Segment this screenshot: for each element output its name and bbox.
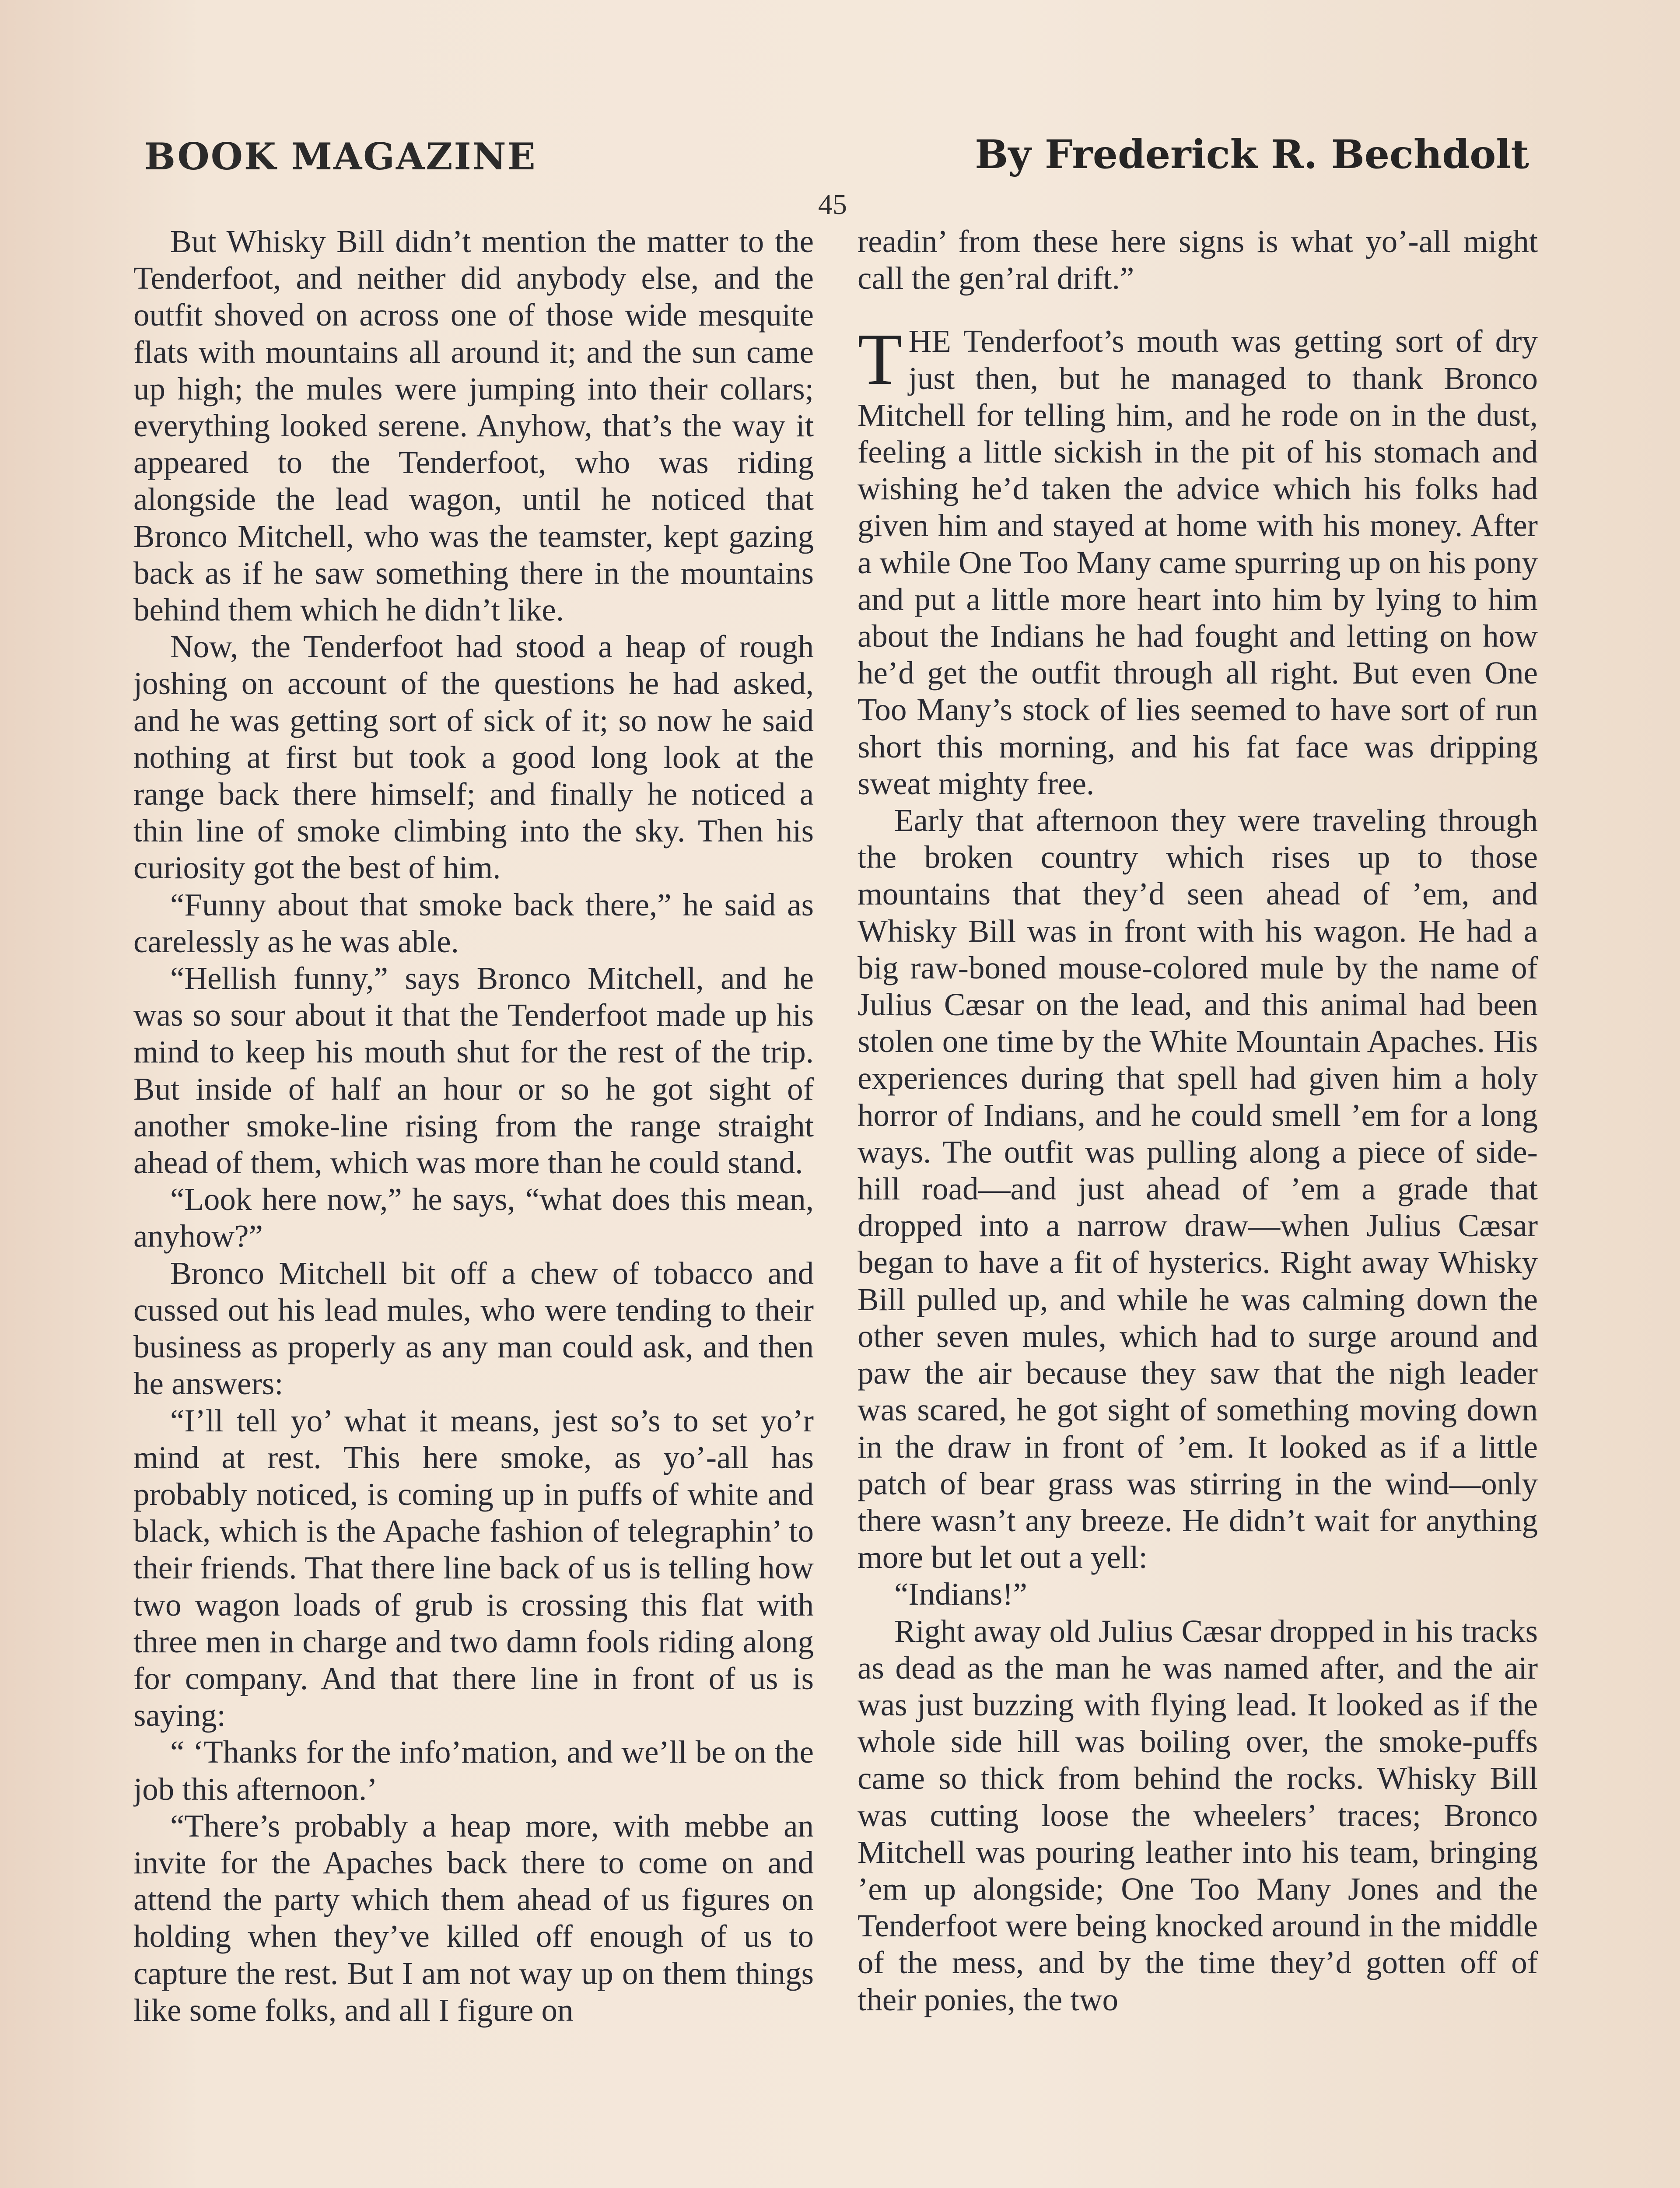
dropcap-paragraph-text: HE Tenderfoot’s mouth was getting sort of dry just then, but he managed to thank Bronco Mitchell for telling him, and he rode on in the dust, feeling a little sickish in the pit of his stomach and wishing he’d taken the advice which his folks had given him and stayed at home with his money. After a while One Too Many came spurring up on his pony and put a little more heart into him by lying to him about the Indians he had fought and letting on how he’d get the outfit through all right. But even One Too Many’s stock of lies seemed to have sort of run short this morning, and his fat face was dripping sweat mighty free. [858,323,1538,801]
paragraph: “There’s probably a heap more, with mebbe an invite for the Apaches back there to come on and attend the party which them ahead of us figures on holding when they’ve killed off enough of us to capture the rest. But I am not way up on them things like some folks, and all I figure on [133,1808,814,2028]
paragraph: “Funny about that smoke back there,” he said as carelessly as he was able. [133,887,814,959]
paragraph: “Hellish funny,” says Bronco Mitchell, and he was so sour about it that the Tenderfoot made up his mind to keep his mouth shut for the rest of the trip. But inside of half an hour or so he got sight of another smoke-line rising from the range straight ahead of them, which was more than he could stand. [133,961,814,1181]
paragraph: Right away old Julius Cæsar dropped in his tracks as dead as the man he was named after, and the air was just buzzing with flying lead. It looked as if the whole side hill was boiling over, the smoke-puffs came so thick from behind the rocks. Whisky Bill was cutting loose the wheelers’ traces; Bronco Mitchell was pouring leather into his team, bringing ’em up alongside; One Too Many Jones and the Tenderfoot were being knocked around in the middle of the mess, and by the time they’d gotten off of their ponies, the two [858,1613,1538,2017]
right-text-column [858,223,1538,2188]
paragraph: But Whisky Bill didn’t mention the matter to the Tenderfoot, and neither did anybody else, and the outfit shoved on across one of those wide mesquite flats with mountains all around it; and the sun came up high; the mules were jumping into their collars; everything looked serene. Anyhow, that’s the way it appeared to the Tenderfoot, who was riding alongside the lead wagon, until he noticed that Bronco Mitchell, who was the teamster, kept gazing back as if he saw something there in the mountains behind them which he didn’t like. [133,224,814,628]
page-header [144,131,1529,179]
paragraph: Bronco Mitchell bit off a chew of tobacco and cussed out his lead mules, who were tending to their business as properly as any man could ask, and then he answers: [133,1255,814,1402]
page-number: 45 [818,189,847,221]
paragraph: “Indians!” [894,1576,1027,1612]
paragraph: “Look here now,” he says, “what does this mean, anyhow?” [133,1182,814,1254]
section-gap [858,297,1538,323]
left-text-column [133,223,814,2188]
continuation-paragraph: readin’ from these here signs is what yo’-all might call the gen’ral drift.” [858,224,1538,296]
drop-cap-letter: T [858,319,903,400]
dropcap-paragraph [858,319,1538,802]
paragraph: Early that afternoon they were traveling through the broken country which rises up to those mountains that they’d seen ahead of ’em, and Whisky Bill was in front with his wagon. He had a big raw-boned mouse-colored mule by the name of Julius Cæsar on the lead, and this animal had been stolen one time by the White Mountain Apaches. His experiences during that spell had given him a holy horror of Indians, and he could smell ’em for a long ways. The outfit was pulling along a piece of side-hill road—and just ahead of ’em a grade that dropped into a narrow draw—when Julius Cæsar began to have a fit of hysterics. Right away Whisky Bill pulled up, and while he was calming down the other seven mules, which had to surge around and paw the air because they saw that the nigh leader was scared, he got sight of something moving down in the draw in front of ’em. It looked as if a little patch of bear grass was stirring in the wind—only there wasn’t any breeze. He didn’t wait for anything more but let out a yell: [858,803,1538,1575]
magazine-title: BOOK MAGAZINE [144,135,537,178]
paragraph: Now, the Tenderfoot had stood a heap of rough joshing on account of the questions he had asked, and he was getting sort of sick of it; so now he said nothing at first but took a good long look at the range back there himself; and finally he noticed a thin line of smoke climbing into the sky. Then his curiosity got the best of him. [133,629,814,886]
paragraph: “ ‘Thanks for the info’mation, and we’ll be on the job this afternoon.’ [133,1734,814,1807]
paragraph: “I’ll tell yo’ what it means, jest so’s to set yo’r mind at rest. This here smoke, as yo’-all has probably noticed, is coming up in puffs of white and black, which is the Apache fashion of telegraphin’ to their friends. That there line back of us is telling how two wagon loads of grub is crossing this flat with three men in charge and two damn fools riding along for company. And that there line in front of us is saying: [133,1403,814,1733]
author-byline: By Frederick R. Bechdolt [975,131,1529,178]
